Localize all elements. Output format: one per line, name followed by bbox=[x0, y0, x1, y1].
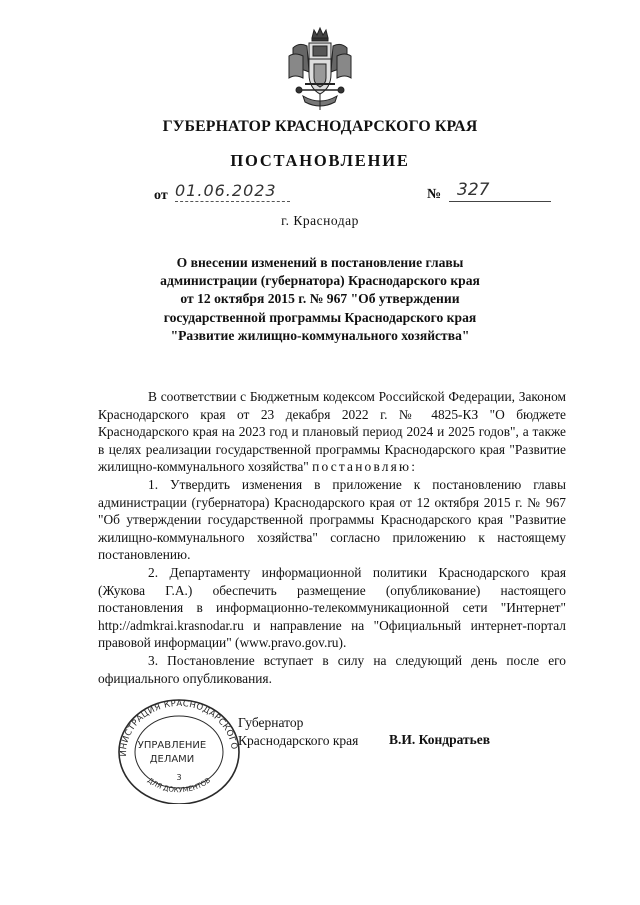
subject-line: "Развитие жилищно-коммунального хозяйства" bbox=[170, 327, 470, 343]
official-seal-icon bbox=[112, 686, 246, 804]
list-item: 3. Постановление вступает в силу на следующий день после его официального опубликования. bbox=[98, 652, 566, 686]
stamp-outer-text: ИНИСТРАЦИЯ КРАСНОДАРСКОГО bbox=[118, 698, 239, 757]
signatory-title-line2: Краснодарского края bbox=[238, 733, 359, 748]
document-type-title: ПОСТАНОВЛЕНИЕ bbox=[230, 151, 410, 170]
document-date: 01.06.2023 bbox=[175, 181, 290, 202]
preamble-paragraph bbox=[98, 388, 566, 476]
list-item: 2. Департаменту информационной политики Краснодарского края (Жукова Г.А.) обеспечить размещение (опубликование) настоящего постановления в информационно-телекоммуникационной сети "Интернет" http://admkrai.krasnodar.ru и направление на "Официальный интернет-портал правовой информации" (www.pravo.gov.ru). bbox=[98, 564, 566, 651]
signatory-name: В.И. Кондратьев bbox=[389, 732, 491, 747]
number-prefix: № bbox=[427, 187, 442, 202]
decree-word: постановляю: bbox=[312, 459, 418, 475]
stamp-number: 3 bbox=[176, 773, 182, 782]
subject-line: О внесении изменений в постановление главы bbox=[176, 255, 464, 270]
list-item: 1. Утвердить изменения в приложение к постановлению главы администрации (губернатора) Краснодарского края от 12 октября 2015 г. № 967 "Об утверждении государственной программы Краснодарского края "Развитие жилищно-коммунального хозяйства" согласно приложению к настоящему постановлению. bbox=[98, 476, 566, 563]
stamp-bottom-text: ДЛЯ ДОКУМЕНТОВ bbox=[145, 776, 213, 795]
stamp-inner-line1: УПРАВЛЕНИЕ bbox=[137, 740, 207, 751]
document-number: 327 bbox=[449, 180, 551, 202]
issuing-authority: ГУБЕРНАТОР КРАСНОДАРСКОГО КРАЯ bbox=[162, 118, 478, 135]
signatory-title-line1: Губернатор bbox=[238, 715, 304, 730]
city: г. Краснодар bbox=[281, 213, 359, 228]
subject-line: государственной программы Краснодарского края bbox=[163, 309, 477, 325]
document-body bbox=[98, 388, 566, 687]
signatory-title bbox=[238, 714, 358, 750]
preamble-text: В соответствии с Бюджетным кодексом Российской Федерации, Законом Краснодарского края от 23 декабря 2022 г. № 4825-КЗ "О бюджете Краснодарского края на 2023 год и плановый период 2024 и 2025 годов", а также в целях реализации государственной программы Краснодарского края "Развитие жилищно-коммунального хозяйства" bbox=[98, 389, 566, 475]
date-prefix: от bbox=[154, 188, 168, 203]
stamp-inner-line2: ДЕЛАМИ bbox=[149, 754, 195, 765]
subject-line: администрации (губернатора) Краснодарского края bbox=[160, 273, 480, 289]
document-subject bbox=[0, 254, 640, 345]
subject-line: от 12 октября 2015 г. № 967 "Об утверждении bbox=[180, 291, 460, 307]
coat-of-arms-icon bbox=[285, 26, 355, 112]
